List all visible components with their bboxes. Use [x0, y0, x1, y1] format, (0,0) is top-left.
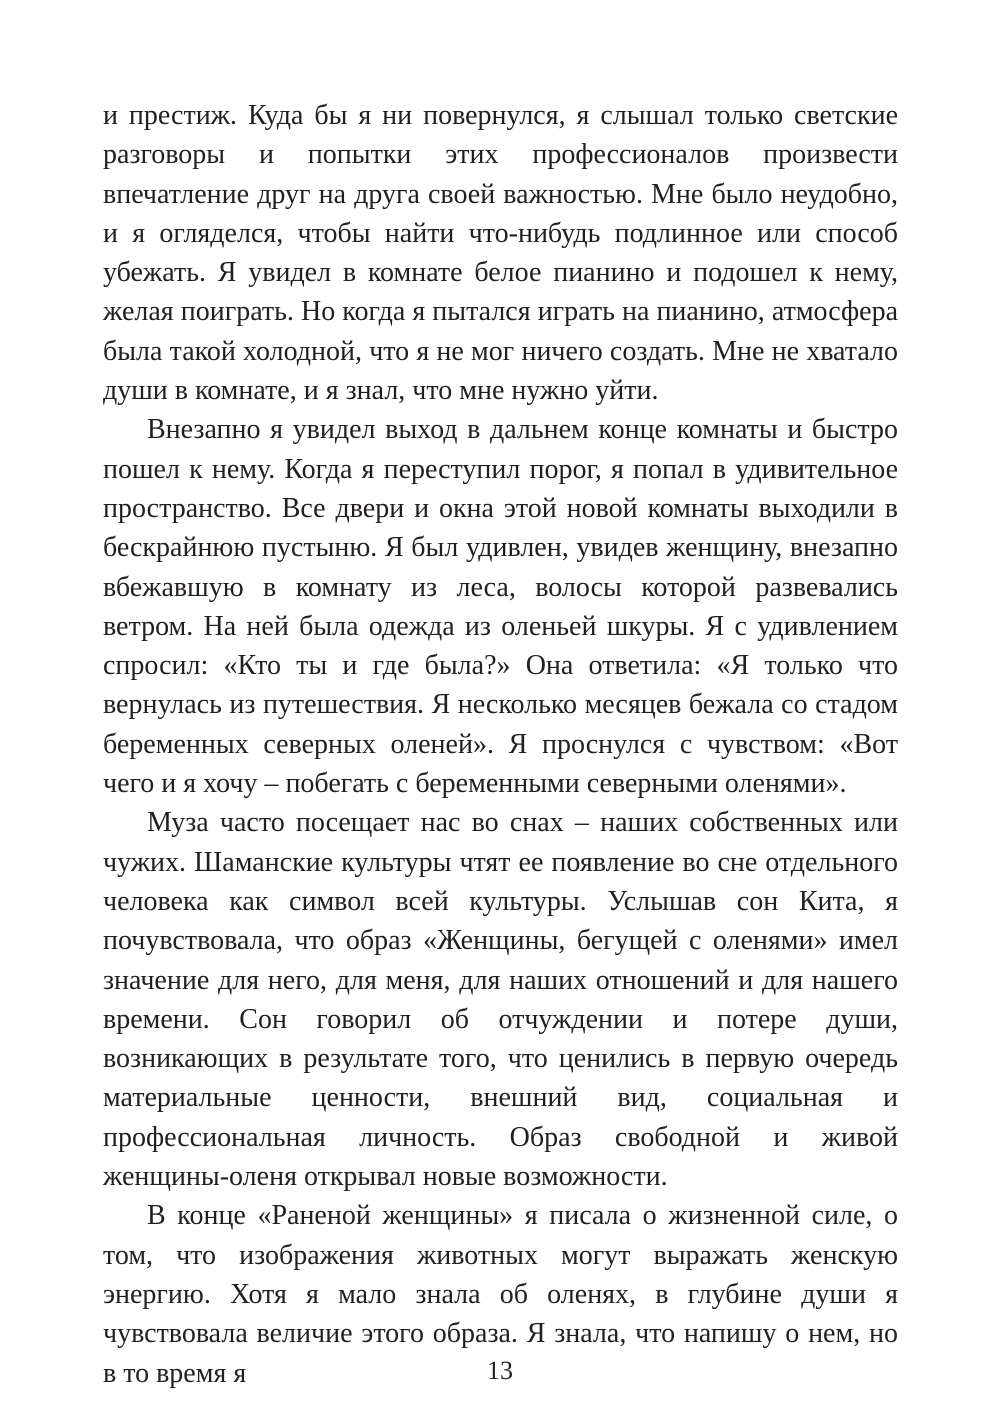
page-number: 13: [487, 1356, 513, 1385]
paragraph-1: и престиж. Куда бы я ни повернулся, я слышал только светские разговоры и попытки этих профессионалов произвести впечатление друг на друга своей важностью. Мне было неудобно, и я огляделся, чтобы найти что-нибудь подлинное или способ убежать. Я увидел в комнате белое пианино и подошел к нему, желая поиграть. Но когда я пытался играть на пианино, атмосфера была такой холодной, что я не мог ничего создать. Мне не хватало души в комнате, и я знал, что мне нужно уйти.: [103, 100, 898, 407]
paragraph-2: Внезапно я увидел выход в дальнем конце комнаты и быстро пошел к нему. Когда я переступил порог, я попал в удивительное пространство. Все двери и окна этой новой комнаты выходили в бескрайнюю пустыню. Я был удивлен, увидев женщину, внезапно вбежавшую в комнату из леса, волосы которой развевались ветром. На ней была одежда из оленьей шкуры. Я с удивлением спросил: «Кто ты и где была?» Она ответила: «Я только что вернулась из путешествия. Я несколько месяцев бежала со стадом беременных северных оленей». Я проснулся с чувством: «Вот чего и я хочу – побегать с беременными северными оленями».: [103, 414, 898, 800]
paragraph-3: Муза часто посещает нас во снах – наших собственных или чужих. Шаманские культуры чтят ее появление во сне отдельного человека как символ всей культуры. Услышав сон Кита, я почувствовала, что образ «Женщины, бегущей с оленями» имел значение для него, для меня, для наших отношений и для нашего времени. Сон говорил об отчуждении и потере души, возникающих в результате того, что ценились в первую очередь материальные ценности, внешний вид, социальная и профессиональная личность. Образ свободной и живой женщины-оленя открывал новые возможности.: [103, 807, 898, 1193]
body-text: [103, 96, 898, 1393]
paragraph-4: В конце «Раненой женщины» я писала о жизненной силе, о том, что изображения животных могут выражать женскую энергию. Хотя я мало знала об оленях, в глубине души я чувствовала величие этого образа. Я знала, что напишу о нем, но в то время я: [103, 1200, 898, 1389]
